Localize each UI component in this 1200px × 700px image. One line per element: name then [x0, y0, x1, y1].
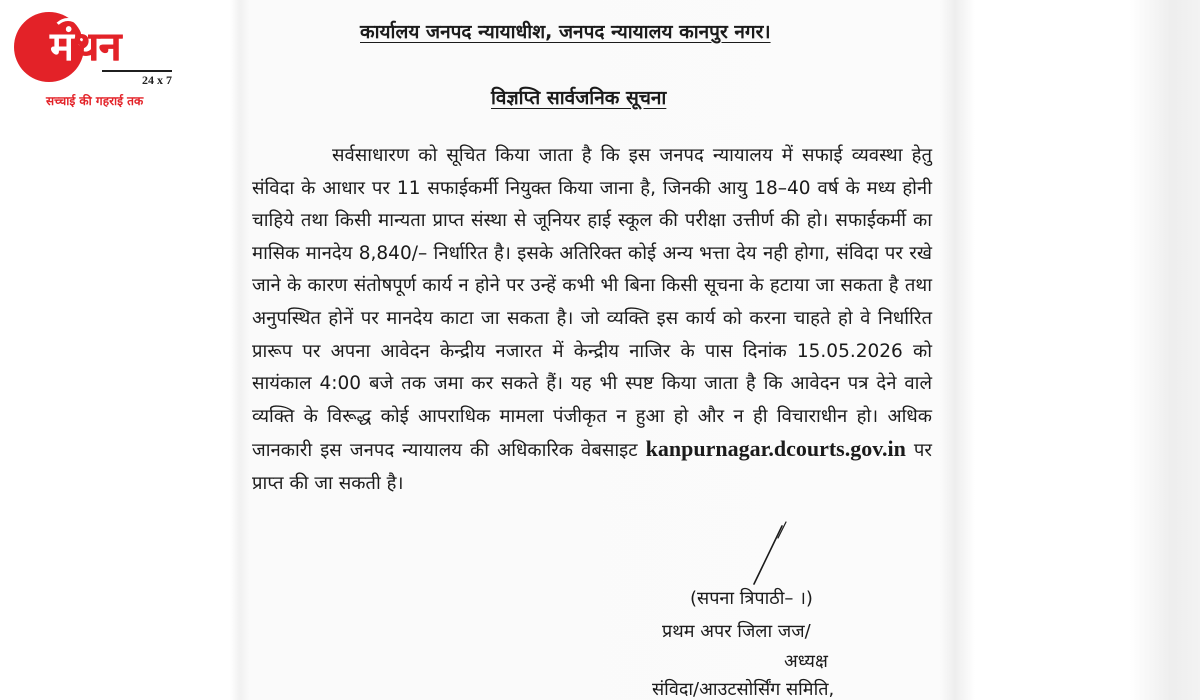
logo-wordmark-first: मं: [50, 24, 74, 70]
signatory-committee: संविदा/आउटसोर्सिंग समिति,: [652, 679, 835, 700]
logo-24x7-badge: 24 x 7: [102, 70, 172, 90]
signatory-name: (सपना त्रिपाठी– ।): [690, 588, 813, 609]
signature-mark-icon: [748, 518, 788, 588]
logo-wordmark: [50, 22, 122, 72]
notice-title: विज्ञप्ति सार्वजनिक सूचना: [491, 87, 667, 109]
page-edge-shadow: [1130, 0, 1200, 700]
signatory-role: अध्यक्ष: [784, 651, 828, 672]
logo-wordmark-rest: थन: [73, 24, 122, 70]
notice-body-ending: पर प्राप्त की जा सकती है।: [252, 440, 932, 494]
signatory-designation: प्रथम अपर जिला जज/: [662, 621, 811, 642]
manthan-logo: [14, 12, 184, 112]
notice-document: [248, 0, 948, 700]
website-link: kanpurnagar.dcourts.gov.in: [645, 436, 906, 462]
notice-body-text: सर्वसाधारण को सूचित किया जाता है कि इस जनपद न्यायालय में सफाई व्यवस्था हेतु संविदा के आधार पर 11 सफाईकर्मी नियुक्त किया जाना है, जिनकी आयु 18–40 वर्ष के मध्य होनी चाहिये तथा किसी मान्यता प्राप्त संस्था से जूनियर हाई स्कूल की परीक्षा उत्तीर्ण की हो। सफाईकर्मी का मासिक मानदेय 8,840/– निर्धारित है। इसके अतिरिक्त कोई अन्य भत्ता देय नही होगा, संविदा पर रखे जाने के कारण संतोषपूर्ण कार्य न होने पर उन्हें कभी भी बिना किसी सूचना के हटाया जा सकता है तथा अनुपस्थित होनें पर मानदेय काटा जा सकता है। जो व्यक्ति इस कार्य को करना चाहते हो वे निर्धारित प्रारूप पर अपना आवेदन केन्द्रीय नजारत में केन्द्रीय नाजिर के पास दिनांक 15.05.2026 को सायंकाल 4:00 बजे तक जमा कर सकते हैं। यह भी स्पष्ट किया जाता है कि आवेदन पत्र देने वाले व्यक्ति के विरूद्ध कोई आपराधिक मामला पंजीकृत न हुआ हो और न ही विचाराधीन हो। अधिक जानकारी इस जनपद न्यायालय की अधिकारिक वेबसाइट: [252, 145, 932, 462]
logo-tagline: सच्चाई की गहराई तक: [46, 94, 144, 108]
office-title: कार्यालय जनपद न्यायाधीश, जनपद न्यायालय कानपुर नगर।: [360, 21, 771, 43]
notice-body: [252, 140, 932, 501]
